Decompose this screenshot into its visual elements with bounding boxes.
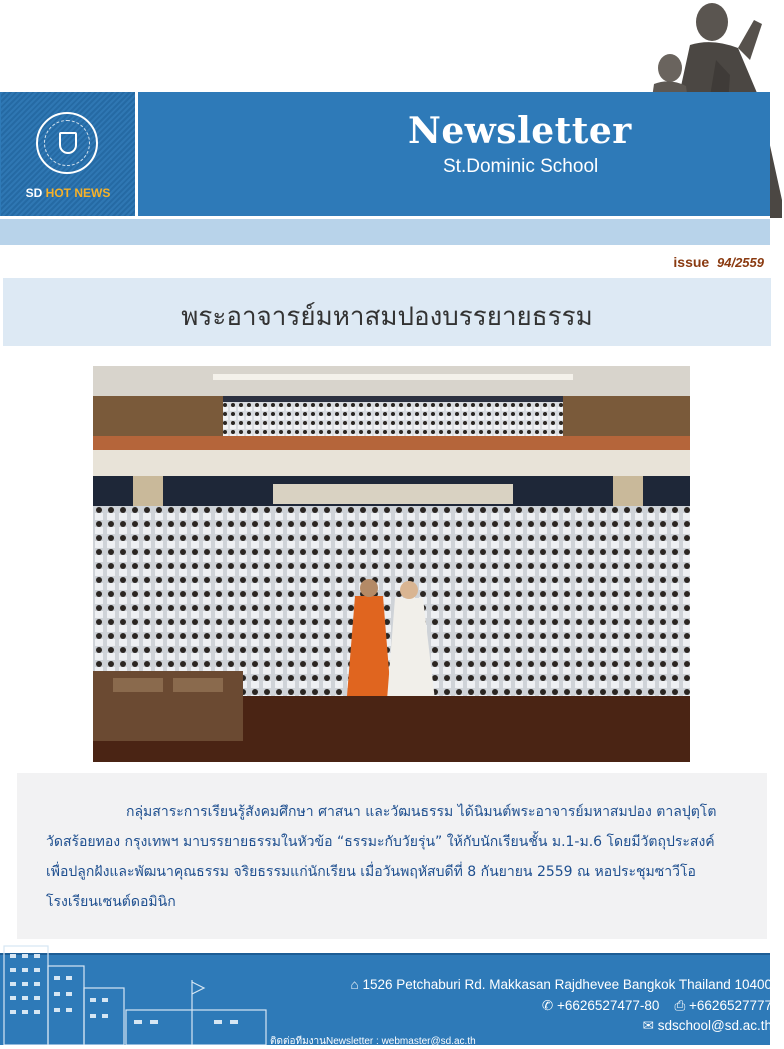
phone-icon: ✆ (541, 998, 554, 1013)
newsletter-subtitle: St.Dominic School (443, 156, 599, 177)
fax-number: +6626527777 (689, 998, 772, 1013)
article-body: กลุ่มสาระการเรียนรู้สังคมศึกษา ศาสนา และวัฒนธรรม ได้นิมนต์พระอาจารย์มหาสมปอง ตาลปุตฺโต วัดสร้อยทอง กรุงเทพฯ มาบรรยายธรรมในหัวข้อ “ธรรมะกับวัยรุ่น” ให้กับนักเรียนชั้น ม.1-ม.6 โดยมีวัตถุประสงค์ เพื่อปลูกฝังและพัฒนาคุณธรรม จริยธรรมแก่นักเรียน เมื่อวันพฤหัสบดีที่ 8 กันยายน 2559 ณ หอประชุมซาวีโอ โรงเรียนเซนต์ดอมินิก (46, 804, 717, 910)
phone-number: +6626527477-80 (556, 998, 660, 1013)
school-building-illustration (0, 940, 268, 1045)
header-light-band (0, 219, 770, 245)
footer-email: ✉ sdschool@sd.ac.th (642, 1018, 772, 1033)
footer-contact[interactable]: ติดต่อทีมงานNewsletter : webmaster@sd.ac.th (270, 1036, 476, 1047)
fax-icon: ⎙ (674, 998, 686, 1013)
issue-number: issue 94/2559 (673, 254, 764, 270)
hot-news-badge: SD HOT NEWS (25, 186, 111, 200)
newsletter-title: Newsletter (408, 110, 632, 152)
assembly-photo (93, 366, 690, 762)
school-logo (1, 92, 138, 216)
footer-phone (542, 998, 772, 1014)
article-title: พระอาจารย์มหาสมปองบรรยายธรรม (181, 302, 593, 332)
article-title-box (3, 278, 771, 346)
article-body-box (17, 773, 767, 939)
mail-icon: ✉ (642, 1018, 654, 1033)
home-icon: ⌂ (350, 977, 359, 992)
footer-address: ⌂ 1526 Petchaburi Rd. Makkasan Rajdhevee Bangkok Thailand 10400 (350, 977, 772, 992)
school-seal-icon (36, 112, 98, 174)
